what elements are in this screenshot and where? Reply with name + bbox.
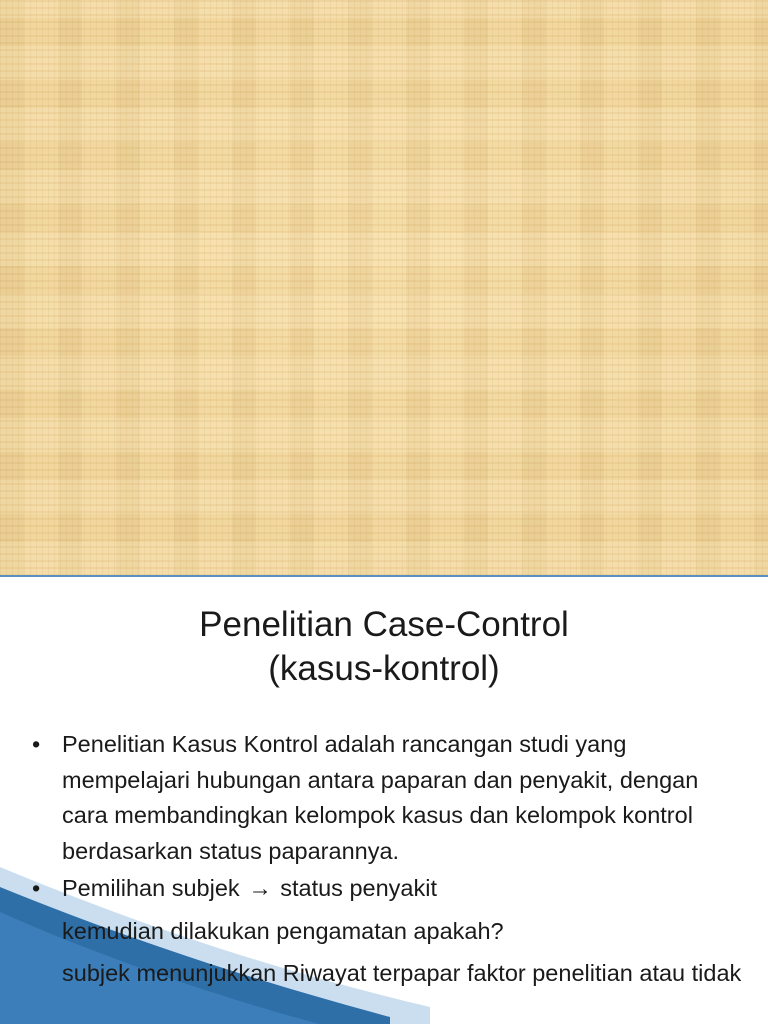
bullet-text-after-arrow: status penyakit (280, 875, 437, 901)
slide-title (0, 603, 768, 691)
bullet-list (30, 727, 750, 992)
continuation-line-1: kemudian dilakukan pengamatan apakah? (62, 917, 504, 944)
bullet-marker: • (32, 731, 41, 757)
bullet-text-before-arrow: Pemilihan subjek (62, 875, 240, 901)
right-arrow-icon: → (248, 875, 272, 901)
title-line-1: Penelitian Case-Control (199, 605, 569, 644)
bullet-text: Penelitian Kasus Kontrol adalah rancangan studi yang mempelajari hubungan antara paparan dan penyakit, dengan cara membandingkan kelompok kasus dan kelompok kontrol berdasarkan status paparannya. (62, 731, 699, 864)
continuation-line-2: subjek menunjukkan Riwayat terpapar faktor penelitian atau tidak (62, 960, 742, 986)
bullet-item-subject-selection (30, 871, 750, 907)
bullet-marker: • (32, 875, 41, 901)
bullet-item-definition (30, 727, 750, 869)
slide-content (0, 577, 768, 1024)
title-line-2: (kasus-kontrol) (268, 649, 500, 688)
